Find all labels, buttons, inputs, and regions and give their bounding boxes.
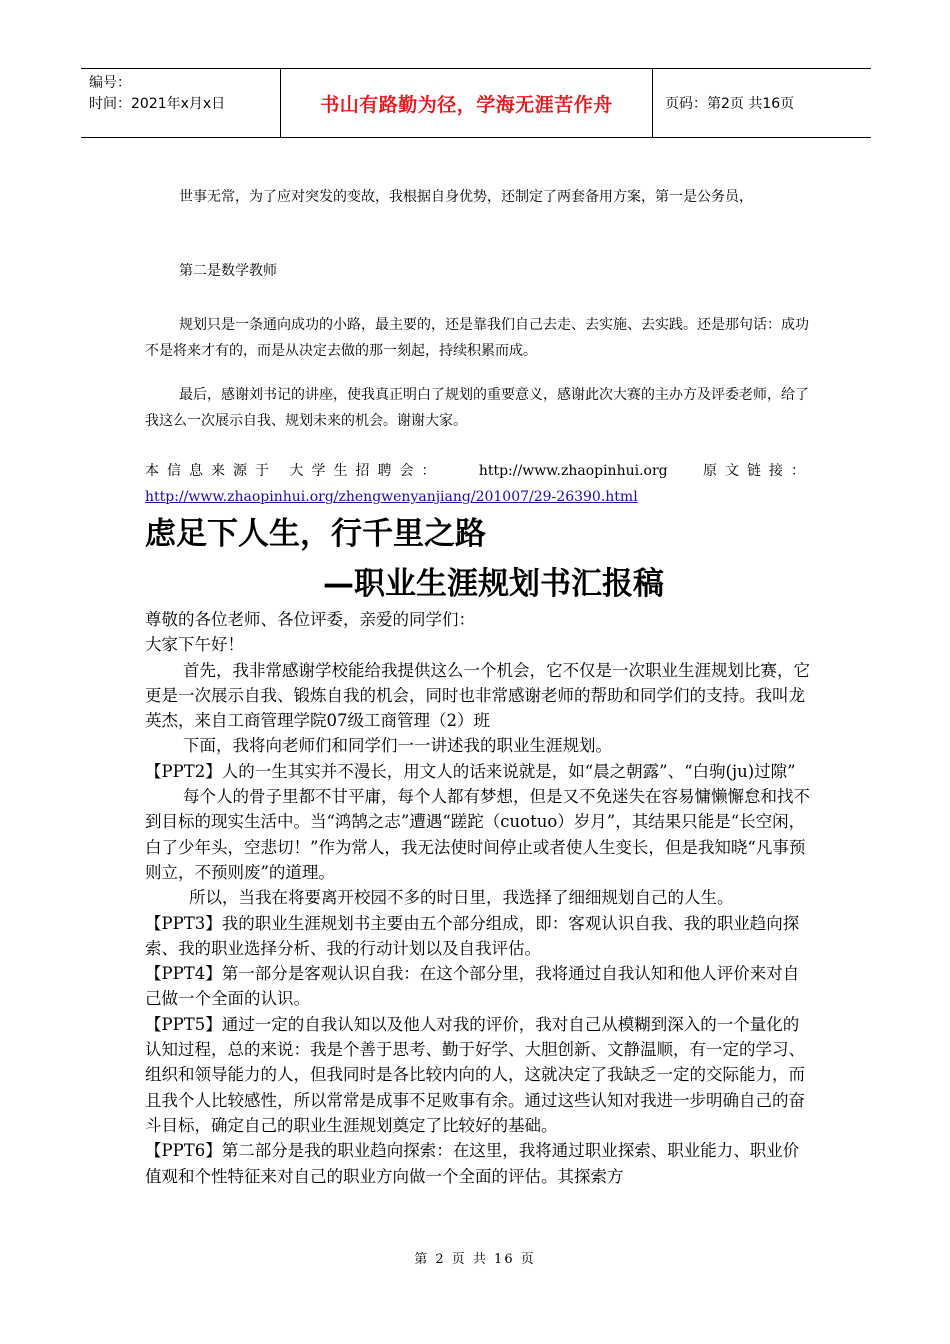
speech-paragraph: 【PPT2】人的一生其实并不漫长，用文人的话来说就是，如“晨之朝露”、“白驹(ju)过隙”	[145, 761, 796, 781]
source-label: 本信息来源于 大学生招聘会：	[145, 463, 444, 479]
page-footer: 第 2 页 共 16 页	[414, 1252, 536, 1267]
document-title: 虑足下人生，行千里之路	[145, 516, 486, 552]
intro-paragraph: 规划只是一条通向成功的小路，最主要的，还是靠我们自己去走、去实施、去实践。还是那句话：成功不是将来才有的，而是从决定去做的那一刻起，持续积累而成。	[145, 317, 809, 359]
document-subtitle: —职业生涯规划书汇报稿	[323, 566, 664, 602]
speech-paragraph: 首先，我非常感谢学校能给我提供这么一个机会，它不仅是一次职业生涯规划比赛，它更是一次展示自我、锻炼自我的机会，同时也非常感谢老师的帮助和同学们的支持。我叫龙英杰，来自工商管理学院07级工商管理（2）班	[145, 660, 810, 731]
source-site: http://www.zhaopinhui.org	[478, 463, 668, 479]
header-meta-cell	[81, 69, 281, 137]
speech-paragraph: 所以，当我在将要离开校园不多的时日里，我选择了细细规划自己的人生。	[189, 888, 734, 908]
page-info: 页码：第2页 共16页	[665, 96, 795, 112]
source-block	[145, 458, 813, 510]
speech-paragraph: 大家下午好！	[145, 635, 244, 655]
speech-paragraph: 【PPT4】第一部分是客观认识自我：在这个部分里，我将通过自我认知和他人评价来对自己做一个全面的认识。	[145, 964, 800, 1009]
intro-paragraph: 世事无常，为了应对突发的变故，我根据自身优势，还制定了两套备用方案，第一是公务员，	[179, 189, 753, 205]
number-label: 编号：	[89, 75, 131, 91]
speech-paragraph: 【PPT3】我的职业生涯规划书主要由五个部分组成，即：客观认识自我、我的职业趋向探索、我的职业选择分析、我的行动计划以及自我评估。	[145, 913, 800, 958]
intro-paragraph: 第二是数学教师	[179, 263, 277, 279]
speech-paragraph: 每个人的骨子里都不甘平庸，每个人都有梦想，但是又不免迷失在容易慵懒懈怠和找不到目标的现实生活中。当“鸿鹄之志”遭遇“蹉跎（cuotuo）岁月”，其结果只能是“长空闲，白了少年头，空悲切！”作为常人，我无法使时间停止或者使人生变长，但是我知晓“凡事预则立，不预则废”的道理。	[145, 787, 810, 882]
speech-paragraph: 尊敬的各位老师、各位评委，亲爱的同学们：	[145, 610, 475, 629]
intro-paragraph: 最后，感谢刘书记的讲座，使我真正明白了规划的重要意义，感谢此次大赛的主办方及评委老师，给了我这么一次展示自我、规划未来的机会。谢谢大家。	[145, 387, 809, 429]
motto: 书山有路勤为径，学海无涯苦作舟	[281, 69, 653, 137]
speech-paragraph: 【PPT6】第二部分是我的职业趋向探索：在这里，我将通过职业探索、职业能力、职业价值观和个性特征来对自己的职业方向做一个全面的评估。其探索方	[145, 1141, 800, 1186]
speech-paragraph: 下面，我将向老师们和同学们一一讲述我的职业生涯规划。	[183, 736, 612, 756]
header-table	[81, 68, 871, 138]
time-label: 时间：2021年x月x日	[89, 96, 226, 112]
speech-paragraph: 【PPT5】通过一定的自我认知以及他人对我的评价，我对自己从模糊到深入的一个量化的认知过程，总的来说：我是个善于思考、勤于好学、大胆创新、文静温顺，有一定的学习、组织和领导能力的人，但我同时是各比较内向的人，这就决定了我缺乏一定的交际能力，而且我个人比较感性，所以常常是成事不足败事有余。通过这些认知对我进一步明确自己的奋斗目标，确定自己的职业生涯规划奠定了比较好的基础。	[145, 1014, 805, 1135]
speech-body	[145, 607, 815, 1189]
source-link-label: 原文链接：	[703, 463, 813, 479]
source-link[interactable]: http://www.zhaopinhui.org/zhengwenyanjiang/201007/29-26390.html	[145, 489, 638, 505]
